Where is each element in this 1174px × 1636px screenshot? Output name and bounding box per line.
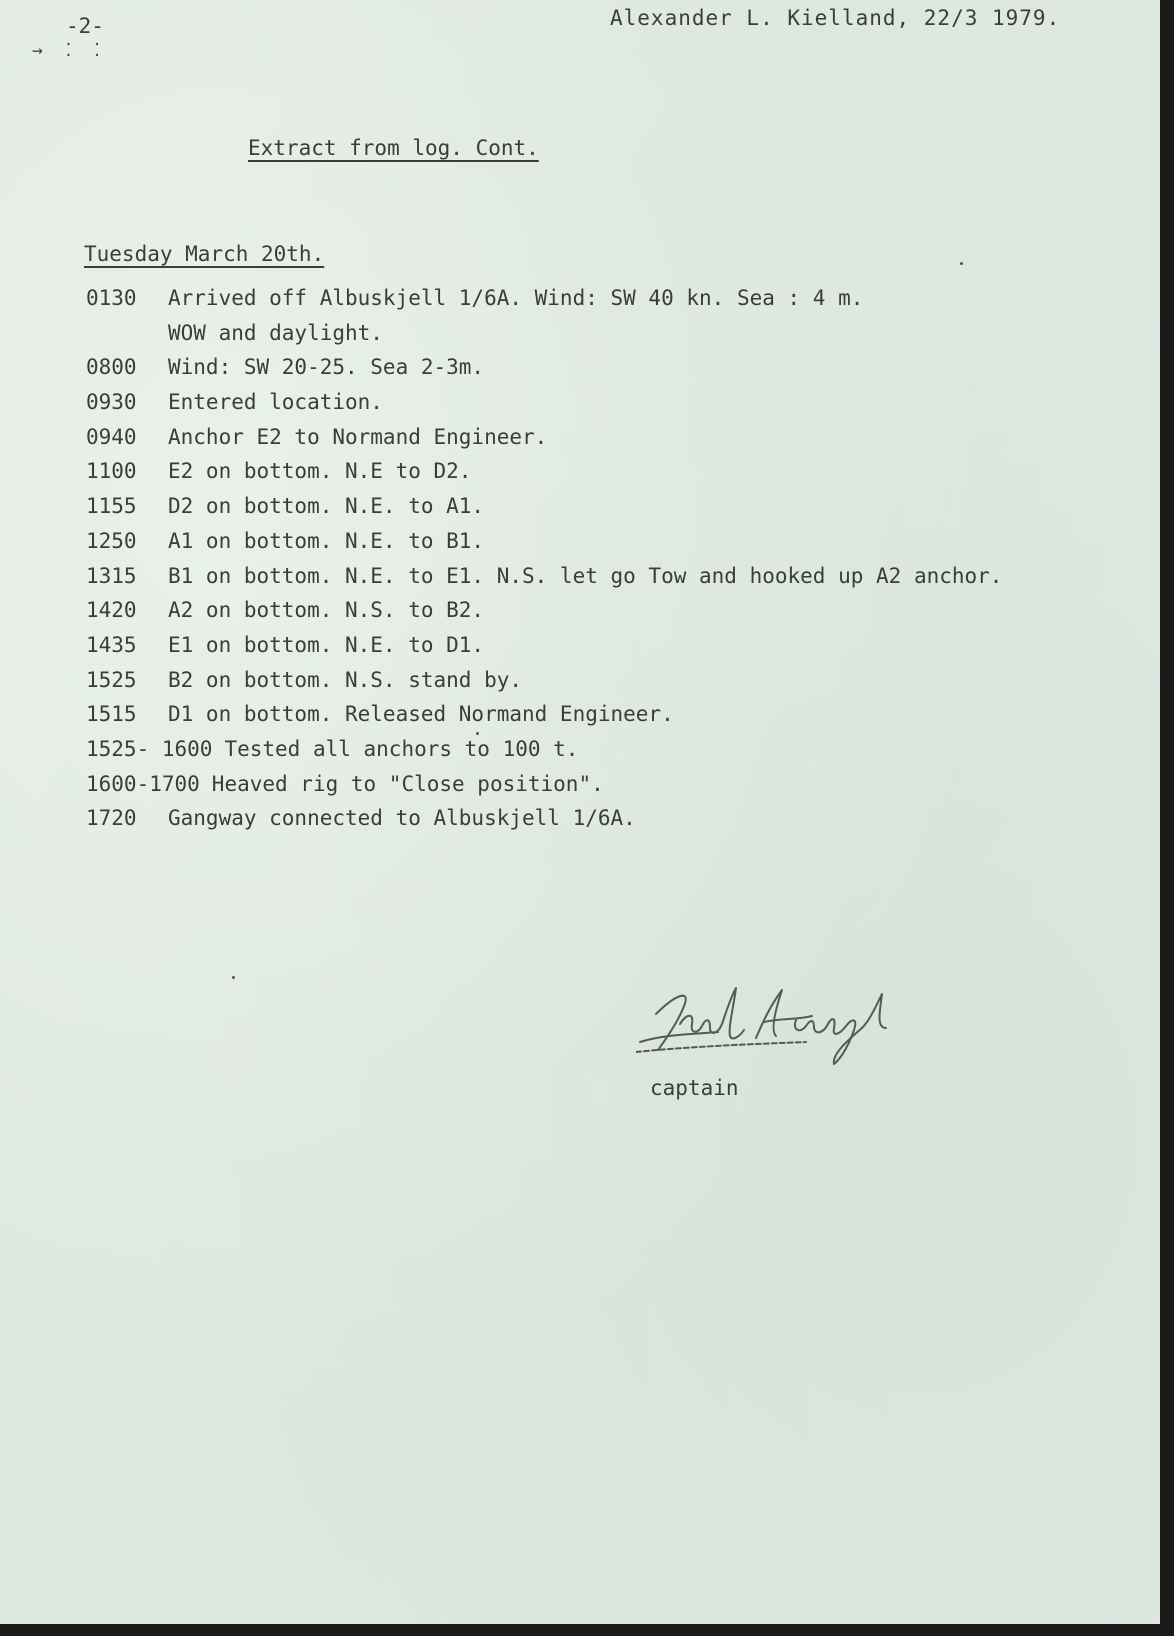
log-entry-text: E1 on bottom. N.E. to D1. bbox=[168, 632, 485, 657]
log-entry-text: A2 on bottom. N.S. to B2. bbox=[168, 598, 485, 623]
log-entry-text: Tested all anchors to 100 t. bbox=[224, 736, 579, 761]
log-entry-text: B1 on bottom. N.E. to E1. N.S. let go Tow and hooked up A2 anchor. bbox=[168, 563, 1003, 588]
log-entry bbox=[86, 668, 1002, 703]
log-entry-time: 1525 bbox=[86, 667, 137, 692]
log-entry bbox=[86, 598, 1002, 633]
log-entry-time: 1100 bbox=[86, 459, 137, 484]
log-entry-text: E2 on bottom. N.E to D2. bbox=[168, 459, 472, 484]
log-entry-time: 1420 bbox=[86, 598, 137, 623]
log-entry-text: Heaved rig to "Close position". bbox=[211, 771, 604, 796]
log-entry-text: D2 on bottom. N.E. to A1. bbox=[168, 494, 485, 519]
margin-marks: → ⁚ ⁚ bbox=[32, 40, 106, 61]
log-entry bbox=[86, 702, 1002, 737]
log-entry-time: 1525- 1600 bbox=[86, 736, 213, 761]
log-entry-time: 0940 bbox=[86, 424, 137, 449]
log-entry-time: 1600-1700 bbox=[86, 771, 200, 796]
log-entry-text: Anchor E2 to Normand Engineer. bbox=[168, 424, 548, 449]
log-entry-time: 1315 bbox=[86, 563, 137, 588]
log-entry bbox=[86, 806, 1002, 841]
log-entry-text: Gangway connected to Albuskjell 1/6A. bbox=[168, 806, 636, 831]
log-entry-list bbox=[86, 286, 1002, 841]
log-entry-time: 1720 bbox=[86, 806, 137, 831]
log-entry-text: Arrived off Albuskjell 1/6A. Wind: SW 40 kn. Sea : 4 m. bbox=[168, 286, 864, 310]
log-entry bbox=[86, 355, 1002, 390]
log-entry-text: Wind: SW 20-25. Sea 2-3m. bbox=[168, 355, 485, 380]
page-number: -2- bbox=[66, 14, 104, 38]
log-entry-text: Entered location. bbox=[168, 390, 383, 415]
log-entry-text: WOW and daylight. bbox=[168, 320, 383, 345]
signature-label: captain bbox=[650, 1076, 739, 1100]
log-entry bbox=[86, 390, 1002, 425]
log-entry bbox=[86, 633, 1002, 668]
log-entry-text: D1 on bottom. Released Normand Engineer. bbox=[168, 702, 674, 727]
log-entry-time: 0800 bbox=[86, 355, 137, 380]
log-entry-text: B2 on bottom. N.S. stand by. bbox=[168, 667, 523, 692]
document-title: Extract from log. Cont. bbox=[248, 136, 539, 160]
log-entry bbox=[86, 321, 1002, 356]
log-entry-time: 1250 bbox=[86, 528, 137, 553]
log-entry bbox=[86, 286, 1002, 321]
paper-speck bbox=[232, 976, 235, 979]
log-entry-time: 0130 bbox=[86, 286, 137, 310]
log-entry-text: A1 on bottom. N.E. to B1. bbox=[168, 528, 485, 553]
log-entry-time: 1435 bbox=[86, 632, 137, 657]
log-entry bbox=[86, 564, 1002, 599]
paper-speck bbox=[960, 262, 963, 265]
paper-speck bbox=[476, 732, 479, 735]
log-entry bbox=[86, 459, 1002, 494]
document-reference: Alexander L. Kielland, 22/3 1979. bbox=[610, 6, 1061, 30]
log-entry-time: 0930 bbox=[86, 390, 137, 415]
log-entry bbox=[86, 425, 1002, 460]
log-entry bbox=[86, 772, 1002, 807]
day-heading: Tuesday March 20th. bbox=[84, 242, 325, 266]
log-entry bbox=[86, 737, 1002, 772]
log-entry bbox=[86, 529, 1002, 564]
captain-signature bbox=[636, 984, 946, 1074]
log-entry-time: 1515 bbox=[86, 702, 137, 727]
log-entry-time: 1155 bbox=[86, 494, 137, 519]
log-entry bbox=[86, 494, 1002, 529]
